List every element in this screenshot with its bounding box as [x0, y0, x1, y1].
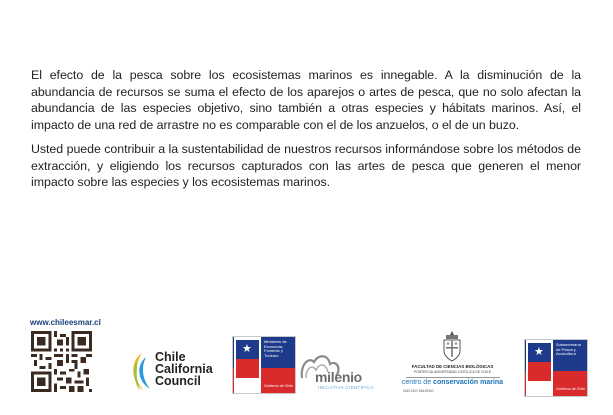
ministerio-economia-name: Ministerio de Economía, Fomento y Turismo: [264, 339, 287, 358]
gobierno-de-chile-label: Gobierno de Chile: [556, 387, 585, 391]
gobierno-de-chile-label: Gobierno de Chile: [264, 384, 293, 388]
chile-california-council-name: Chile California Council: [155, 350, 213, 388]
milenio-logo: [298, 352, 383, 394]
website-link[interactable]: www.chileesmar.cl: [30, 318, 101, 327]
chile-california-council-logo-icon: [128, 351, 154, 393]
milenio-wordmark: milenio: [315, 369, 362, 385]
facultad-title: FACULTAD DE CIENCIAS BIOLÓGICAS: [411, 364, 494, 369]
ministerio-economia-logo: [232, 336, 296, 394]
facultad-subtitle: PONTIFICIA UNIVERSIDAD CATÓLICA DE CHILE: [414, 370, 491, 374]
chile-california-council-logo: [128, 351, 220, 395]
paragraph-1-block: [31, 67, 581, 133]
nucleo-milenio-label: NÚCLEO MILENIO: [403, 389, 434, 393]
puc-coat-of-arms-icon: [441, 331, 463, 362]
paragraph-2: Usted puede contribuir a la sustentabilidad de nuestros recursos informándose sobre los métodos de extracción, y eligiendo los recursos capturados con las artes de pesca que generen el menor impacto sobre las especies y los ecosistemas marinos.: [31, 142, 581, 189]
subsecretaria-pesca-name: Subsecretaría de Pesca y Acuicultura: [556, 342, 581, 357]
gobierno-de-chile-logo-icon: ★: [534, 346, 544, 358]
facultad-ciencias-biologicas-logo: [400, 331, 505, 395]
qr-code-icon[interactable]: [31, 331, 92, 392]
milenio-subtitle: INICIATIVA CIENTÍFICA: [318, 385, 374, 390]
paragraph-1: El efecto de la pesca sobre los ecosistemas marinos es innegable. A la disminución de la abundancia de recursos se suma el efecto de los aparejos o artes de pesca, que no solo afectan la abundancia de las especies objetivo, sino también a otras especies y hábitats marinos. Así, el impacto de una red de arrastre no es comparable con el de los anzuelos, o el de un buzo.: [31, 68, 581, 132]
subsecretaria-pesca-logo: [524, 339, 588, 397]
paragraph-2-block: [31, 141, 581, 191]
gobierno-de-chile-logo-icon: ★: [242, 343, 252, 355]
centro-conservacion-marina: centro de conservación marina: [401, 379, 504, 386]
